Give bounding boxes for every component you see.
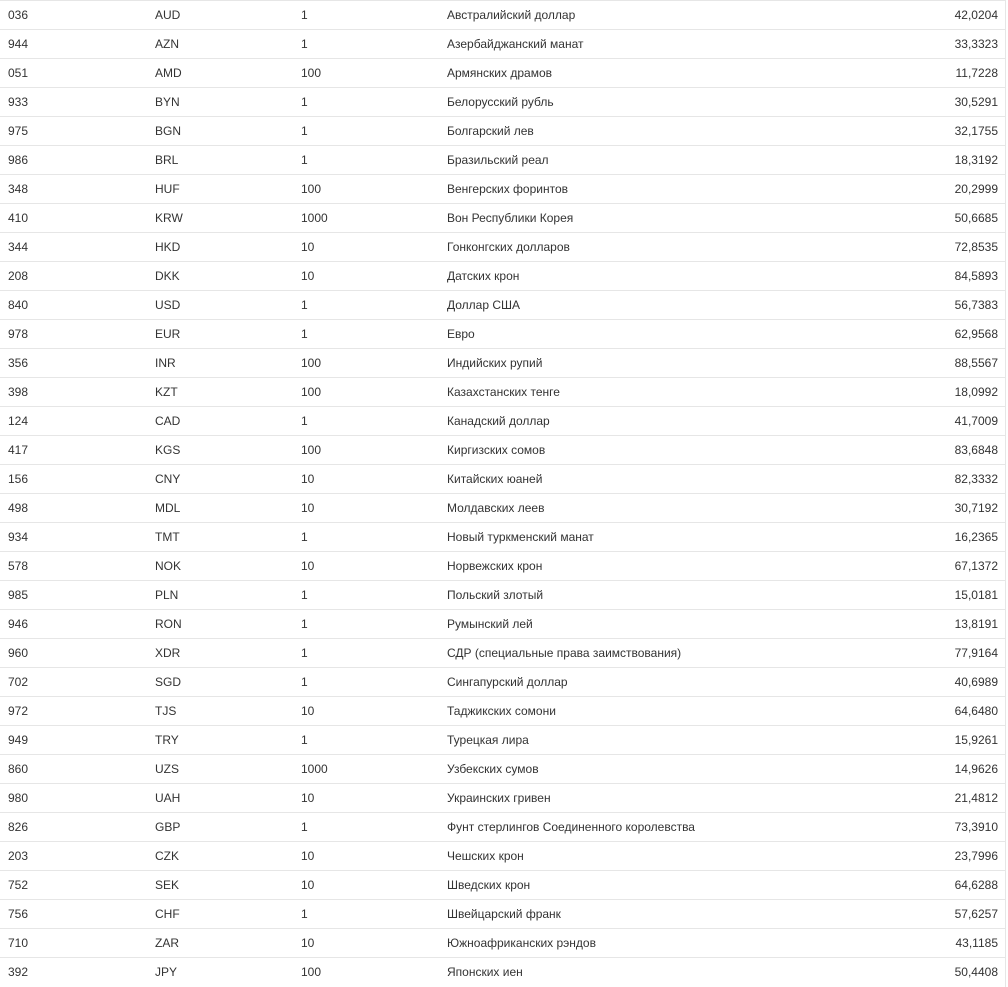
currency-letter-code: INR <box>155 356 176 370</box>
currency-letter-code: BRL <box>155 153 179 167</box>
currency-units: 1 <box>301 124 308 138</box>
currency-name: Болгарский лев <box>447 124 534 138</box>
currency-letter-code: TJS <box>155 704 177 718</box>
currency-numeric-code: 944 <box>8 37 29 51</box>
table-row <box>0 581 1005 610</box>
currency-numeric-code: 578 <box>8 559 29 573</box>
currency-numeric-code: 051 <box>8 66 29 80</box>
currency-rate: 88,5567 <box>954 356 998 370</box>
currency-rate: 83,6848 <box>954 443 998 457</box>
currency-letter-code: UZS <box>155 762 179 776</box>
currency-units: 100 <box>301 182 322 196</box>
currency-name: Турецкая лира <box>447 733 529 747</box>
currency-units: 100 <box>301 965 322 979</box>
currency-name: Шведских крон <box>447 878 531 892</box>
currency-units: 10 <box>301 791 315 805</box>
currency-letter-code: CZK <box>155 849 179 863</box>
currency-numeric-code: 710 <box>8 936 29 950</box>
currency-numeric-code: 398 <box>8 385 29 399</box>
currency-units: 1 <box>301 8 308 22</box>
currency-numeric-code: 826 <box>8 820 29 834</box>
table-row <box>0 59 1005 88</box>
currency-numeric-code: 934 <box>8 530 29 544</box>
currency-rate: 15,0181 <box>954 588 998 602</box>
currency-name: Украинских гривен <box>447 791 551 805</box>
currency-rate: 64,6288 <box>954 878 998 892</box>
currency-units: 10 <box>301 269 315 283</box>
currency-letter-code: HUF <box>155 182 180 196</box>
table-row <box>0 407 1005 436</box>
table-row <box>0 900 1005 929</box>
currency-numeric-code: 203 <box>8 849 29 863</box>
currency-name: Доллар США <box>447 298 521 312</box>
currency-numeric-code: 410 <box>8 211 29 225</box>
currency-numeric-code: 960 <box>8 646 29 660</box>
currency-rate: 21,4812 <box>954 791 998 805</box>
currency-units: 1000 <box>301 762 328 776</box>
currency-units: 1 <box>301 327 308 341</box>
table-row <box>0 929 1005 958</box>
currency-rate: 18,0992 <box>954 385 998 399</box>
currency-numeric-code: 752 <box>8 878 29 892</box>
currency-units: 1 <box>301 414 308 428</box>
table-row <box>0 871 1005 900</box>
currency-units: 10 <box>301 849 315 863</box>
currency-letter-code: DKK <box>155 269 180 283</box>
currency-numeric-code: 124 <box>8 414 29 428</box>
table-row <box>0 494 1005 523</box>
table-row <box>0 552 1005 581</box>
currency-rate: 42,0204 <box>954 8 998 22</box>
currency-letter-code: AMD <box>155 66 182 80</box>
currency-rate: 84,5893 <box>954 269 998 283</box>
table-row <box>0 30 1005 59</box>
currency-name: Польский злотый <box>447 588 544 602</box>
currency-numeric-code: 356 <box>8 356 29 370</box>
currency-name: Белорусский рубль <box>447 95 554 109</box>
table-row <box>0 813 1005 842</box>
currency-rate: 73,3910 <box>954 820 998 834</box>
currency-rate: 11,7228 <box>955 66 998 80</box>
currency-numeric-code: 208 <box>8 269 29 283</box>
currency-units: 1000 <box>301 211 328 225</box>
currency-letter-code: EUR <box>155 327 181 341</box>
currency-units: 10 <box>301 878 315 892</box>
currency-rate: 16,2365 <box>954 530 998 544</box>
currency-numeric-code: 972 <box>8 704 29 718</box>
currency-name: Казахстанских тенге <box>447 385 560 399</box>
table-row <box>0 117 1005 146</box>
currency-name: Киргизских сомов <box>447 443 546 457</box>
currency-name: Армянских драмов <box>447 66 552 80</box>
currency-name: Вон Республики Корея <box>447 211 574 225</box>
currency-name: Бразильский реал <box>447 153 549 167</box>
currency-name: Датских крон <box>447 269 520 283</box>
currency-numeric-code: 344 <box>8 240 29 254</box>
currency-rate: 40,6989 <box>954 675 998 689</box>
table-row <box>0 349 1005 378</box>
currency-numeric-code: 975 <box>8 124 29 138</box>
currency-units: 1 <box>301 37 308 51</box>
currency-units: 100 <box>301 443 322 457</box>
currency-name: Чешских крон <box>447 849 524 863</box>
currency-rate: 56,7383 <box>954 298 998 312</box>
currency-letter-code: KRW <box>155 211 183 225</box>
currency-letter-code: XDR <box>155 646 181 660</box>
currency-rate: 41,7009 <box>954 414 998 428</box>
currency-name: Южноафриканских рэндов <box>447 936 596 950</box>
table-row <box>0 523 1005 552</box>
currency-numeric-code: 156 <box>8 472 29 486</box>
currency-name: Румынский лей <box>447 617 533 631</box>
currency-units: 100 <box>301 356 322 370</box>
currency-numeric-code: 702 <box>8 675 29 689</box>
currency-letter-code: CNY <box>155 472 181 486</box>
currency-letter-code: BGN <box>155 124 182 138</box>
currency-name: Индийских рупий <box>447 356 543 370</box>
currency-numeric-code: 933 <box>8 95 29 109</box>
currency-letter-code: NOK <box>155 559 182 573</box>
currency-numeric-code: 036 <box>8 8 29 22</box>
currency-rate: 43,1185 <box>955 936 998 950</box>
currency-units: 1 <box>301 617 308 631</box>
currency-rate: 30,5291 <box>954 95 998 109</box>
currency-letter-code: TMT <box>155 530 180 544</box>
currency-numeric-code: 840 <box>8 298 29 312</box>
currency-letter-code: HKD <box>155 240 181 254</box>
table-row <box>0 755 1005 784</box>
currency-units: 1 <box>301 530 308 544</box>
currency-name: Канадский доллар <box>447 414 550 428</box>
currency-letter-code: AZN <box>155 37 179 51</box>
currency-rate: 64,6480 <box>954 704 998 718</box>
currency-name: Сингапурский доллар <box>447 675 568 689</box>
table-row <box>0 175 1005 204</box>
table-row <box>0 784 1005 813</box>
currency-units: 1 <box>301 733 308 747</box>
currency-rate: 50,4408 <box>954 965 998 979</box>
table-row <box>0 842 1005 871</box>
currency-units: 1 <box>301 153 308 167</box>
currency-letter-code: KGS <box>155 443 181 457</box>
currency-numeric-code: 417 <box>8 443 29 457</box>
table-row <box>0 697 1005 726</box>
currency-numeric-code: 985 <box>8 588 29 602</box>
currency-numeric-code: 978 <box>8 327 29 341</box>
currency-rate: 62,9568 <box>954 327 998 341</box>
currency-name: Норвежских крон <box>447 559 543 573</box>
currency-units: 10 <box>301 559 315 573</box>
currency-letter-code: AUD <box>155 8 181 22</box>
currency-rate: 77,9164 <box>954 646 998 660</box>
currency-letter-code: SEK <box>155 878 180 892</box>
currency-rate: 72,8535 <box>954 240 998 254</box>
currency-units: 100 <box>301 66 322 80</box>
currency-units: 1 <box>301 820 308 834</box>
table-row <box>0 465 1005 494</box>
currency-numeric-code: 949 <box>8 733 29 747</box>
currency-letter-code: KZT <box>155 385 178 399</box>
currency-letter-code: CAD <box>155 414 181 428</box>
table-row <box>0 88 1005 117</box>
table-row <box>0 436 1005 465</box>
currency-rate: 57,6257 <box>954 907 998 921</box>
currency-units: 100 <box>301 385 322 399</box>
currency-rate: 33,3323 <box>954 37 998 51</box>
currency-letter-code: GBP <box>155 820 181 834</box>
table-row <box>0 726 1005 755</box>
currency-units: 1 <box>301 907 308 921</box>
currency-numeric-code: 348 <box>8 182 29 196</box>
table-row <box>0 378 1005 407</box>
currency-letter-code: PLN <box>155 588 179 602</box>
currency-name: Новый туркменский манат <box>447 530 594 544</box>
currency-units: 10 <box>301 704 315 718</box>
currency-units: 10 <box>301 472 315 486</box>
currency-name: Евро <box>447 327 475 341</box>
table-row <box>0 204 1005 233</box>
currency-name: Швейцарский франк <box>447 907 561 921</box>
currency-rate: 30,7192 <box>954 501 998 515</box>
table-row <box>0 262 1005 291</box>
currency-numeric-code: 946 <box>8 617 29 631</box>
currency-rate: 13,8191 <box>954 617 998 631</box>
currency-rate: 14,9626 <box>954 762 998 776</box>
currency-rate: 15,9261 <box>954 733 998 747</box>
currency-units: 1 <box>301 646 308 660</box>
table-row <box>0 320 1005 349</box>
currency-name: СДР (специальные права заимствования) <box>447 646 682 660</box>
currency-letter-code: JPY <box>155 965 178 979</box>
currency-units: 10 <box>301 240 315 254</box>
currency-name: Азербайджанский манат <box>447 37 584 51</box>
currency-name: Молдавских леев <box>447 501 545 515</box>
currency-units: 10 <box>301 501 315 515</box>
currency-units: 1 <box>301 95 308 109</box>
currency-rate: 82,3332 <box>954 472 998 486</box>
currency-name: Гонконгских долларов <box>447 240 570 254</box>
currency-name: Узбекских сумов <box>447 762 539 776</box>
currency-name: Таджикских сомони <box>447 704 556 718</box>
currency-name: Фунт стерлингов Соединенного королевства <box>447 820 695 834</box>
currency-rate: 20,2999 <box>954 182 998 196</box>
currency-rate: 32,1755 <box>954 124 998 138</box>
currency-letter-code: USD <box>155 298 181 312</box>
currency-numeric-code: 980 <box>8 791 29 805</box>
table-row <box>0 1 1005 30</box>
currency-units: 1 <box>301 298 308 312</box>
currency-letter-code: CHF <box>155 907 180 921</box>
currency-letter-code: MDL <box>155 501 181 515</box>
table-row <box>0 639 1005 668</box>
currency-name: Китайских юаней <box>447 472 543 486</box>
currency-letter-code: SGD <box>155 675 182 689</box>
currency-units: 1 <box>301 675 308 689</box>
currency-numeric-code: 498 <box>8 501 29 515</box>
currency-letter-code: RON <box>155 617 182 631</box>
currency-rate: 50,6685 <box>954 211 998 225</box>
table-row <box>0 610 1005 639</box>
currency-units: 10 <box>301 936 315 950</box>
currency-numeric-code: 392 <box>8 965 29 979</box>
currency-rate: 23,7996 <box>954 849 998 863</box>
table-row <box>0 146 1005 175</box>
currency-rate: 18,3192 <box>954 153 998 167</box>
currency-units: 1 <box>301 588 308 602</box>
currency-letter-code: TRY <box>155 733 179 747</box>
currency-rate: 67,1372 <box>954 559 998 573</box>
currency-name: Венгерских форинтов <box>447 182 569 196</box>
currency-letter-code: UAH <box>155 791 181 805</box>
table-row <box>0 668 1005 697</box>
currency-name: Австралийский доллар <box>447 8 576 22</box>
currency-numeric-code: 756 <box>8 907 29 921</box>
currency-numeric-code: 860 <box>8 762 29 776</box>
table-row <box>0 233 1005 262</box>
currency-name: Японских иен <box>447 965 523 979</box>
currency-letter-code: BYN <box>155 95 180 109</box>
currency-numeric-code: 986 <box>8 153 29 167</box>
currency-letter-code: ZAR <box>155 936 179 950</box>
table-row <box>0 291 1005 320</box>
